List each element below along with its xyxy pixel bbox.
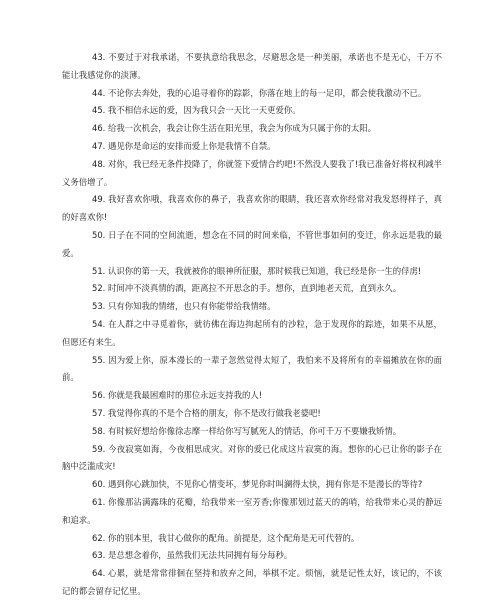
paragraph-55: 55. 因为爱上你，原本漫长的一辈子忽然觉得太短了，我怕来不及将所有的幸福摊放在你的面前。 — [62, 354, 442, 383]
paragraph-62: 62. 你的别本里，我甘心做你的配角。前提是，这个配角是无可代替的。 — [92, 532, 360, 543]
paragraph-45: 45. 我不相信永远的爱，因为我只会一天比一天更爱你。 — [92, 105, 301, 116]
paragraph-50: 50. 日子在不同的空间流逝，想念在不同的时间来临，不管世事如何的变迁，你永远是我的最爱。 — [62, 229, 442, 258]
paragraph-51: 51. 认识你的第一天，我就被你的眼神所征服，那时候我已知道，我已经是你一生的俘虏! — [92, 265, 422, 276]
paragraph-64: 64. 心累，就是常常徘徊在坚持和放弃之间，举棋不定。烦恼，就是记性太好，该记的，不该记的都会留存记忆里。 — [62, 568, 442, 596]
document-body — [62, 49, 442, 601]
paragraph-47: 47. 遇见你是命运的安排而爱上你是我情不自禁。 — [92, 140, 276, 151]
paragraph-63: 63. 是总想念着你，虽然我们无法共同拥有每分每秒。 — [92, 550, 293, 561]
paragraph-53: 53. 只有你知我的情绪，也只有你能带给我情绪。 — [92, 301, 276, 312]
paragraph-43: 43. 不要过于对我承诺，不要执意给我思念，尽避思念是一种美丽，承诺也不是无心，千万不能让我感觉你的淡薄。 — [62, 52, 442, 80]
paragraph-52: 52. 时间冲不淡真情的酒，距离拉不开思念的手。想你，直到地老天荒，直到永久。 — [92, 283, 402, 294]
paragraph-44: 44. 不论你去奔处，我的心追寻着你的踪影，你落在地上的每一足印，都会使我激动不已。 — [92, 87, 427, 98]
paragraph-49: 49. 我好喜欢你哦，我喜欢你的鼻子，我喜欢你的眼睛，我还喜欢你经常对我发怒得样子，真的好喜欢你! — [62, 194, 442, 223]
paragraph-60: 60. 遇到你心跳加快，不见你心情变坏，梦见你时叫澜得太快，拥有你是不是漫长的等待? — [92, 479, 423, 490]
paragraph-57: 57. 我觉得你真的不是个合格的朋友，你不是改行做我老婆吧! — [92, 407, 321, 418]
paragraph-48: 48. 对你，我已经无条件投降了，你就签下爱情合约吧!不然没人要我了!我已准备好将权利减半义务倍增了。 — [62, 158, 442, 187]
paragraph-56: 56. 你就是我最困难时的那位永远支持我的人! — [92, 390, 263, 401]
paragraph-59: 59. 今夜寂寞如海，今夜相思成灾。对你的爱已化成这片寂寞的海。想你的心已让你的影子在脑中泛滥成灾! — [62, 443, 442, 472]
paragraph-46: 46. 给我一次机会，我会让你生活在阳光里，我会为你成为只属于你的太阳。 — [92, 123, 376, 134]
paragraph-58: 58. 有时候好想给你像徐志摩一样给你写写腻死人的情话，你可千万不要嫌我矫情。 — [92, 425, 402, 436]
paragraph-61: 61. 你像那沾满露珠的花瓣，给我带来一室芳香;你像那划过蓝天的鸽哨，给我带来心灵的静远和追求。 — [62, 496, 442, 525]
paragraph-54: 54. 在人群之中寻觅着你，就彷佛在海边拘起所有的沙粒，急于发现你的踪迹，如果不从愿，但愿还有来生。 — [62, 318, 442, 347]
